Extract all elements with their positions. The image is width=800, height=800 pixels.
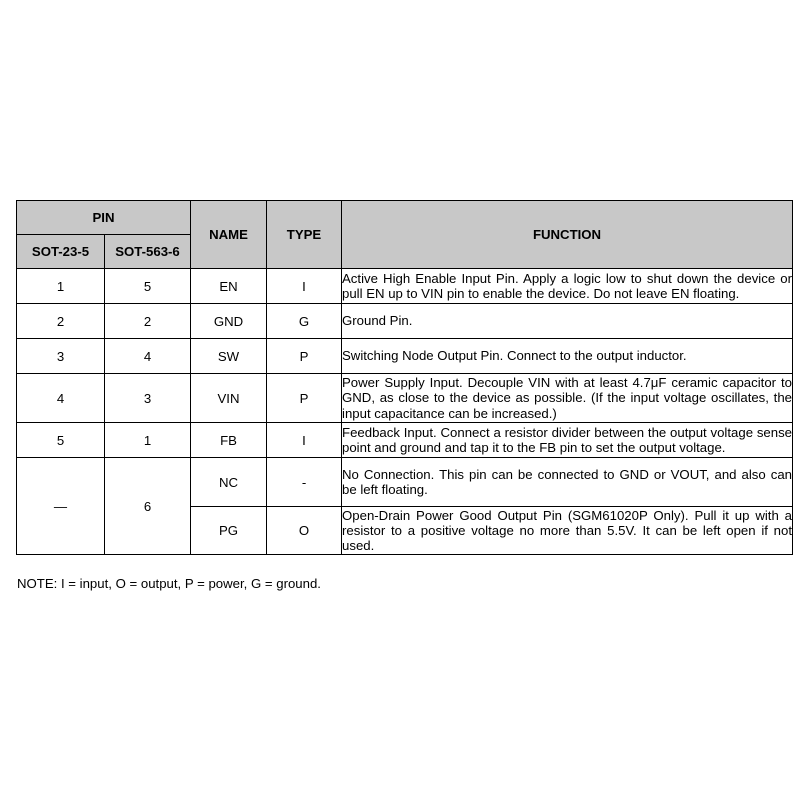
cell-sot23: 2 <box>17 304 105 339</box>
cell-function: Open-Drain Power Good Output Pin (SGM61020P Only). Pull it up with a resistor to a positive voltage no more than 5.5V. It can be left open if not used. <box>342 507 793 554</box>
table-row <box>17 423 793 458</box>
cell-sot563: 1 <box>105 423 191 458</box>
cell-name: GND <box>191 304 267 339</box>
cell-function: Power Supply Input. Decouple VIN with at least 4.7μF ceramic capacitor to GND, as close to the device as possible. (If the input voltage oscillates, the input capacitance can be increased.) <box>342 375 793 421</box>
header-type: TYPE <box>267 201 342 269</box>
cell-function: Ground Pin. <box>342 304 793 339</box>
table-row <box>17 458 793 507</box>
cell-sot23: 3 <box>17 339 105 374</box>
table-row <box>17 269 793 304</box>
cell-name: PG <box>191 507 267 555</box>
header-pin: PIN <box>17 201 191 235</box>
cell-name: EN <box>191 269 267 304</box>
pin-description-table <box>16 200 793 555</box>
cell-sot23: 5 <box>17 423 105 458</box>
cell-type: I <box>267 423 342 458</box>
cell-name: SW <box>191 339 267 374</box>
cell-type: G <box>267 304 342 339</box>
cell-sot23: 4 <box>17 374 105 423</box>
cell-type: P <box>267 339 342 374</box>
header-sot563: SOT-563-6 <box>105 235 191 269</box>
cell-type: I <box>267 269 342 304</box>
cell-name: NC <box>191 458 267 507</box>
cell-sot23: 1 <box>17 269 105 304</box>
table-note: NOTE: I = input, O = output, P = power, G = ground. <box>17 576 321 591</box>
cell-name: FB <box>191 423 267 458</box>
header-name: NAME <box>191 201 267 269</box>
table-row <box>17 339 793 374</box>
cell-sot563: 6 <box>105 458 191 555</box>
table-row <box>17 304 793 339</box>
cell-sot563: 2 <box>105 304 191 339</box>
cell-sot23: — <box>17 458 105 555</box>
header-sot23: SOT-23-5 <box>17 235 105 269</box>
cell-function: Switching Node Output Pin. Connect to the output inductor. <box>342 339 793 374</box>
cell-name: VIN <box>191 374 267 423</box>
table-row <box>17 374 793 423</box>
cell-function: Feedback Input. Connect a resistor divider between the output voltage sense point and ground and tap it to the FB pin to set the output voltage. <box>342 423 793 458</box>
cell-type: O <box>267 507 342 555</box>
cell-type: P <box>267 374 342 423</box>
cell-type: - <box>267 458 342 507</box>
cell-sot563: 3 <box>105 374 191 423</box>
cell-sot563: 5 <box>105 269 191 304</box>
cell-sot563: 4 <box>105 339 191 374</box>
cell-function: No Connection. This pin can be connected to GND or VOUT, and also can be left floating. <box>342 458 793 507</box>
header-function: FUNCTION <box>342 201 793 269</box>
cell-function: Active High Enable Input Pin. Apply a logic low to shut down the device or pull EN up to VIN pin to enable the device. Do not leave EN floating. <box>342 269 793 304</box>
